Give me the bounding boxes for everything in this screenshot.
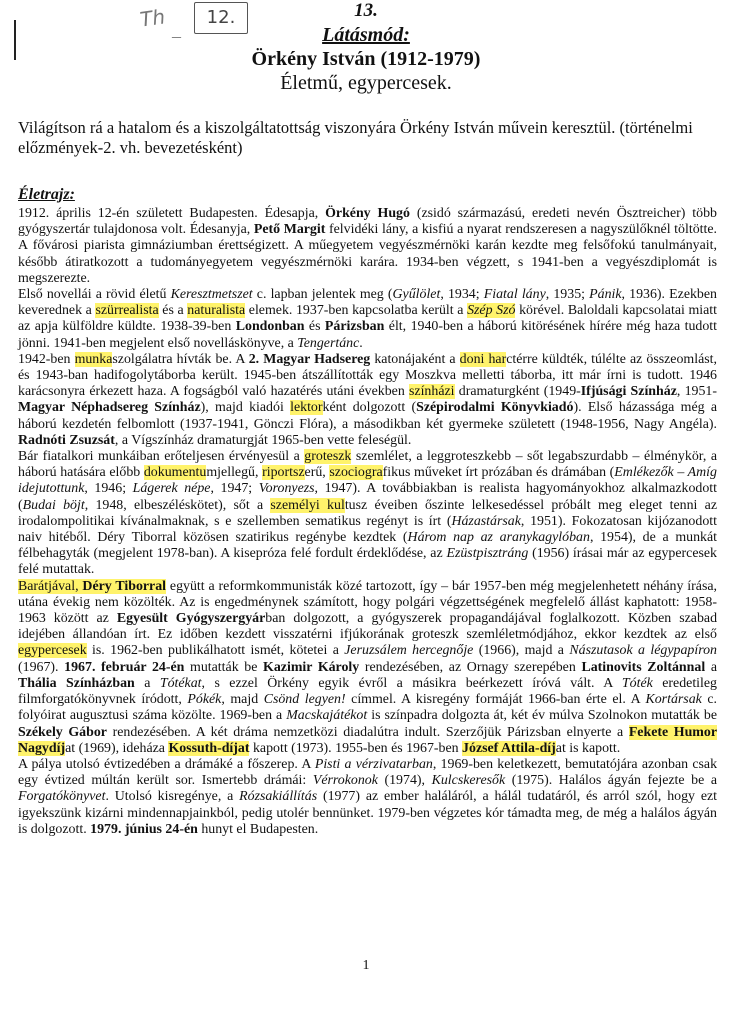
highlighted-text: színházi	[409, 384, 455, 400]
highlighted-text: lektor	[290, 400, 323, 416]
text-run: és	[304, 319, 325, 335]
text-run: Nászutasok a légypapíron	[569, 643, 717, 659]
text-run: Emlékezők – Amíg idejutottunk	[18, 465, 717, 497]
text-run: Kazimir Károly	[263, 659, 360, 675]
author-heading: Örkény István (1912-1979)	[251, 48, 481, 70]
text-run: katonájaként a	[370, 351, 460, 367]
text-run: Radnóti Zsuzsát	[18, 432, 115, 448]
highlighted-text: Szép Szó	[467, 303, 516, 319]
body-paragraph	[18, 206, 717, 287]
text-run: Pánik	[589, 287, 622, 303]
body-paragraph	[18, 449, 717, 579]
text-run: rendezésében. A két dráma nemzetközi diadalútra indult. Szerzőjük Párizsban elnyerte a	[106, 724, 629, 740]
text-run: Fiatal lány	[483, 287, 546, 303]
text-run: 2. Magyar Hadsereg	[248, 351, 371, 367]
text-run: Ezüstpisztráng	[446, 546, 529, 562]
highlighted-text: Barátjával,	[18, 578, 83, 594]
body-paragraph	[18, 352, 717, 449]
text-run: Budai böjt	[22, 497, 85, 513]
highlighted-text: Déry Tiborral	[82, 578, 167, 594]
text-run: mutatták be	[184, 659, 264, 675]
text-run: szolgálatra hívták be. A	[112, 351, 249, 367]
text-run: is. 1962-ben publikálhatott ismét, kötetei a	[86, 643, 345, 659]
text-run: 1967. február 24-én	[64, 659, 185, 675]
text-run: (1966), majd a	[473, 643, 570, 659]
text-run: és a	[158, 303, 188, 319]
highlighted-text: József Attila-díj	[462, 740, 556, 756]
text-run: , 1935;	[545, 287, 590, 303]
text-run: Pető Margit	[253, 222, 326, 238]
text-run: Pókék	[187, 692, 222, 708]
body-paragraph	[18, 287, 717, 352]
text-run: Párizsban	[324, 319, 385, 335]
text-run: (1975). Halálos ágyán fejezte be a	[505, 773, 717, 789]
text-run: Örkény Hugó	[325, 206, 410, 221]
text-run: Latinovits Zoltánnal	[581, 659, 706, 675]
text-run: Vérrokonok	[312, 773, 378, 789]
page-number: 1	[362, 958, 370, 973]
text-run: (1974),	[377, 773, 432, 789]
text-run: Macskajátékot	[286, 708, 368, 724]
text-run: , 1934;	[440, 287, 484, 303]
highlighted-text: szociogra	[329, 465, 383, 481]
text-run: , 1954), de a munkát félbehagyták (megjelent 1978-ban). A kisepróza felé fordult érdeklődése, az	[18, 530, 718, 562]
text-run: Pisti a vérzivatarban	[314, 756, 433, 772]
text-run: (1977) az ember haláláról, a hálál tudatáról, és arról szól, hogy ezt igyekszünk kizárni mindennapjainkból, pedig utolér bennünket. 1979-ben végzetes kór támadta meg, de még a halálos ágyán is dolgozott.	[18, 789, 718, 837]
text-run: Tótékat	[159, 675, 202, 691]
highlighted-text: személyi kul	[270, 497, 345, 513]
text-run: ként dolgozott (	[322, 400, 417, 416]
text-run: Voronyezs	[258, 481, 315, 497]
text-run: A pálya utolsó évtizedében a drámáké a főszerep. A	[18, 756, 315, 772]
text-run: 1942-ben	[18, 351, 75, 367]
text-run: Thália Színházban	[18, 675, 135, 691]
text-run: eredetileg filmforgatókönyvnek íródott,	[18, 675, 718, 708]
handwritten-note: Th	[138, 4, 167, 32]
text-run: (1956) írásai már az egypercesek felé mutattak.	[18, 546, 718, 578]
highlighted-text: munka	[74, 351, 113, 367]
text-run: Csönd legyen!	[263, 692, 346, 708]
handwritten-dash: –	[172, 26, 181, 46]
text-run: , 1951). Fokozatosan kijózanodott naiv hitéből. Déry Tiborral közösen szatirikus regénybe kezdtek (	[18, 513, 717, 546]
highlighted-text: riportsz	[262, 465, 305, 481]
text-run: Magyar Néphadsereg Színház	[18, 400, 201, 416]
text-run: ). Első házassága még a háború kezdetén felbomlott (1937-1941, Gönczi Flóra), a másodikban két gyermeke született (1948-1956, Nagy Angéla).	[18, 400, 718, 432]
text-run: Rózsakiállítás	[239, 789, 318, 805]
text-run: at is kapott.	[555, 740, 621, 756]
text-run: , 1936). Ezekben keverednek a	[18, 287, 717, 319]
text-run: Keresztmetszet	[170, 287, 253, 303]
text-run: Jeruzsálem hercegnője	[344, 643, 474, 659]
text-run: felvidéki lány, a kisfiú a nyarat rendszeresen a nagyszülőknél töltötte. A fővárosi piarista gimnáziumban érettségizett. A műegyetem vegyészmérnöki karán kezdte meg felsőfokú tanulmányait, később átiratkozott a tudományegyetem vegyészmérnöki karára. 1934-ben végzett, s 1941-ben a vegyészdiplomát is megszerezte.	[18, 222, 717, 286]
text-run: , 1969-ben keletkezett, bemutatójára azonban csak egy évtized múltán került sor. Ismertebb drámái:	[18, 756, 718, 789]
text-run: címmel. A kisregény formáját 1966-ban érte el. A	[345, 692, 646, 708]
text-run: élt, 1940-ben a háború kitörésének hírére még haza tudott jönni. 1941-ben megjelent első novelláskönyve, a	[18, 319, 717, 351]
text-run: dramaturgként (1949-	[454, 384, 581, 400]
text-run: Szépirodalmi Könyvkiadó	[416, 400, 574, 416]
text-run: fikus műveket írt prózában és drámában (	[382, 465, 615, 481]
text-run: (zsidó származású, eredeti nevén Ösztreicher) több gyógyszertár tulajdonosa volt. Édesanyja,	[18, 206, 717, 238]
page-stamp: 12.	[194, 2, 248, 34]
text-run: (1967).	[18, 659, 65, 675]
text-run: , majd	[221, 692, 264, 708]
text-run: Forgatókönyvet	[18, 789, 106, 805]
text-run: Házastársak	[451, 513, 521, 529]
text-run: .	[359, 335, 363, 351]
topic-subheading: Életmű, egypercesek.	[280, 72, 452, 94]
biography-body	[18, 206, 717, 838]
text-run: Kortársak	[645, 692, 702, 708]
highlighted-text: egypercesek	[18, 643, 87, 659]
text-run: elemek. 1937-ben kapcsolatba került a	[245, 303, 468, 319]
text-run: a	[134, 675, 160, 691]
text-run: Első novellái a rövid életű	[18, 287, 171, 303]
text-run: mjellegű,	[206, 465, 263, 481]
text-run: Kulcskeresők	[431, 773, 506, 789]
text-run: c. lapban jelentek meg (	[252, 287, 393, 303]
text-run: Tóték	[621, 675, 653, 691]
text-run: hunyt el Budapesten.	[197, 821, 319, 837]
text-run: , s ezzel Örkény egyik évről a másikra beérkezett íróvá vált. A	[201, 675, 622, 691]
highlighted-text: szürrealista	[95, 303, 159, 319]
highlighted-text: groteszk	[304, 449, 352, 465]
text-run: Lágerek népe	[132, 481, 211, 497]
text-run: kapott (1973). 1955-ben és 1967-ben	[249, 740, 463, 756]
body-paragraph	[18, 579, 717, 757]
highlighted-text: dokumentu	[143, 465, 207, 481]
text-run: ctérre küldték, túlélte az összeomlást, és 1943-ban hadifogolytáborba került. 1945-ben átszállították egy Moszkva melletti táborba, itt már írni is tudott. 1946 karácsonyra érkezett haza. A fogságból való hazatérés utáni években	[18, 351, 717, 400]
highlighted-text: Kossuth-díjat	[168, 740, 250, 756]
highlighted-text: Fekete Humor Nagydíj	[18, 724, 717, 756]
body-paragraph	[18, 757, 717, 838]
text-run: 1912. április 12-én született Budapesten. Édesapja,	[18, 206, 326, 221]
text-run: , 1946;	[84, 481, 133, 497]
document-title: Látásmód:	[322, 24, 410, 46]
text-run: 1979. június 24-én	[90, 821, 198, 837]
text-run: c. folyóirat augusztusi száma közölte. 1969-ben a	[18, 692, 717, 724]
text-run: tusz éveiben őszinte lelkesedéssel próbált meg eleget tenni az irodalompolitikai kívánalmaknak, s e szellemben sematikus regényt is írt (	[18, 497, 718, 529]
highlighted-text: doni har	[459, 351, 507, 367]
essay-prompt: Világítson rá a hatalom és a kiszolgáltatottság viszonyára Örkény István művein keresztül. (történelmi előzmények-2. vh. bevezetésként)	[18, 118, 693, 157]
text-run: Székely Gábor	[18, 724, 107, 740]
text-run: Londonban	[235, 319, 305, 335]
text-run: Egyesült Gyógyszergyár	[116, 611, 266, 627]
text-run: ban dolgozott, a gyógyszerek propagandájával foglalkozott. Közben szabad idejében állandóan írt. Ez időben kezdett visszatérni ifjúkorának groteszk szemléletmódjához, ekkor kezdtek az első	[18, 611, 718, 643]
section-heading: Életrajz:	[18, 186, 75, 203]
text-run: , 1947). A továbbiakban is realista hagyományokhoz alkalmazkodott (	[18, 481, 718, 513]
text-run: a	[705, 659, 717, 675]
text-run: Gyűlölet	[392, 287, 441, 303]
text-run: Három nap az aranykagylóban	[407, 530, 590, 546]
text-run: , 1948, elbeszéléskötet), sőt a	[84, 497, 271, 513]
highlighted-text: naturalista	[187, 303, 246, 319]
text-run: erű,	[304, 465, 330, 481]
text-run: ), majd kiadói	[200, 400, 291, 416]
text-run: is színpadra dolgozta át, két év múlva Szolnokon mutatták be	[367, 708, 717, 724]
text-run: Tengertánc	[297, 335, 360, 351]
text-run: at (1969), ideháza	[65, 740, 169, 756]
text-run: . Utolsó kisregénye, a	[105, 789, 240, 805]
text-run: , 1947;	[210, 481, 259, 497]
text-run: , a Vígszínház dramaturgját 1965-ben vette feleségül.	[114, 432, 412, 448]
text-run: együtt a reformkommunisták közé tartozott, így – bár 1957-ben még megjelenhetett néhány írása, utána évekig nem közölték. Az is engedménynek számított, hogy polgári végzettségének megfelelő állást kaphatott: 1958-1963 között az	[18, 578, 717, 627]
text-run: körével. Baloldali kapcsolatai miatt az apja külföldre küldte. 1938-39-ben	[18, 303, 718, 335]
text-run: szemlélet, a leggroteszkebb – sőt legabszurdabb – élménykör, a háború hatására előbb	[18, 449, 717, 481]
text-run: , 1951-	[676, 384, 717, 400]
text-run: Bár fiatalkori munkáiban erőteljesen érvényesül a	[18, 449, 305, 465]
text-run: Ifjúsági Színház	[580, 384, 677, 400]
text-run: rendezésében, az Ornagy szerepében	[359, 659, 582, 675]
document-number: 13.	[354, 0, 378, 21]
